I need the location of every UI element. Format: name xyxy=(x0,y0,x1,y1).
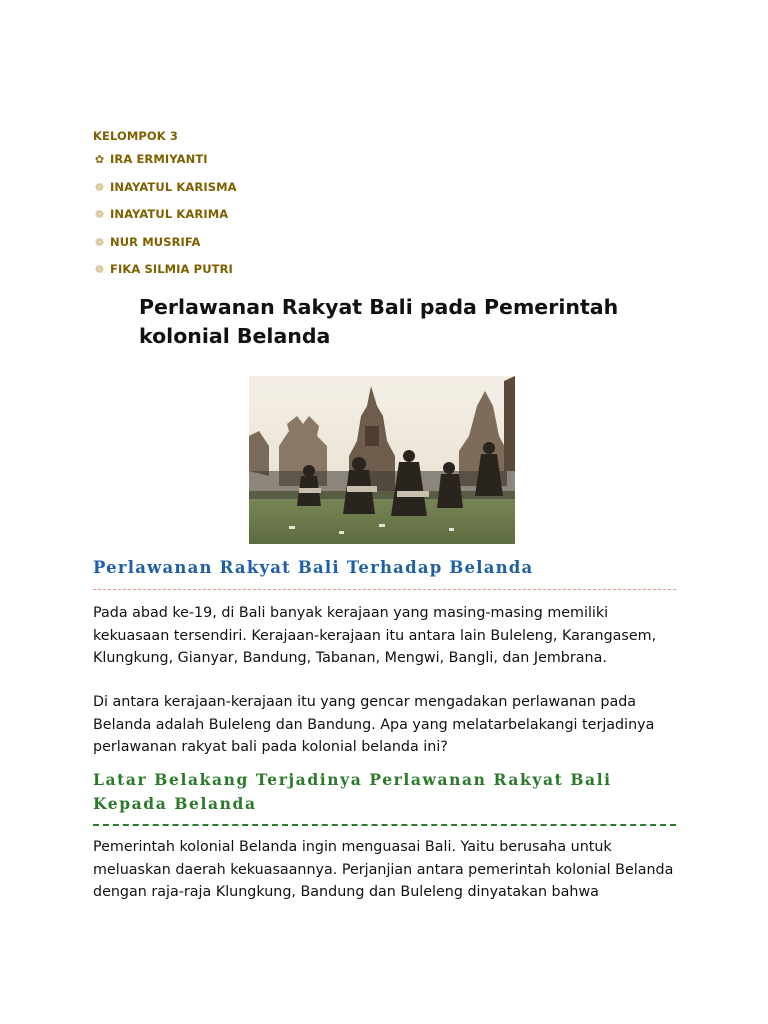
bali-dance-photo xyxy=(249,376,515,544)
member-item xyxy=(93,229,237,257)
flower-outline-icon: ❁ xyxy=(94,180,105,194)
member-item xyxy=(93,146,237,174)
section1-heading: Perlawanan Rakyat Bali Terhadap Belanda xyxy=(93,558,534,577)
flower-outline-icon: ❁ xyxy=(94,208,105,222)
group-list xyxy=(93,126,237,284)
group-heading: KELOMPOK 3 xyxy=(93,129,179,143)
member-item xyxy=(93,201,237,229)
member-item xyxy=(93,174,237,202)
member-name: FIKA SILMIA PUTRI xyxy=(110,262,233,276)
flower-outline-icon: ❁ xyxy=(94,263,105,277)
green-dashed-divider xyxy=(93,824,676,826)
member-name: NUR MUSRIFA xyxy=(110,234,201,249)
member-name: INAYATUL KARIMA xyxy=(110,207,229,221)
section2-paragraph: Pemerintah kolonial Belanda ingin menguasai Bali. Yaitu berusaha untuk meluaskan daerah kekuasaannya. Perjanjian antara pemerintah kolonial Belanda dengan raja-raja Klungkung, Bandung dan Buleleng dinyatakan bahwa xyxy=(93,839,674,900)
member-name: IRA ERMIYANTI xyxy=(110,152,208,166)
flower-outline-icon: ❁ xyxy=(94,235,105,249)
member-name: INAYATUL KARISMA xyxy=(110,179,237,194)
red-dashed-divider xyxy=(93,589,676,590)
flower-filled-icon: ✿ xyxy=(94,153,105,167)
section1-paragraph: Pada abad ke-19, di Bali banyak kerajaan yang masing-masing memiliki kekuasaan tersendiri. Kerajaan-kerajaan itu antara lain Buleleng, Karangasem, Klungkung, Gianyar, Bandung, Tabanan, Mengwi, Bangli, dan Jembrana. xyxy=(93,605,657,666)
section1-paragraph: Di antara kerajaan-kerajaan itu yang gencar mengadakan perlawanan pada Belanda adalah Buleleng dan Bandung. Apa yang melatarbelakangi terjadinya perlawanan rakyat bali pada kolonial belanda ini? xyxy=(93,694,655,755)
page-title: Perlawanan Rakyat Bali pada Pemerintah kolonial Belanda xyxy=(139,295,619,348)
section2-heading: Latar Belakang Terjadinya Perlawanan Rakyat Bali Kepada Belanda xyxy=(93,770,612,813)
member-item xyxy=(93,256,237,284)
